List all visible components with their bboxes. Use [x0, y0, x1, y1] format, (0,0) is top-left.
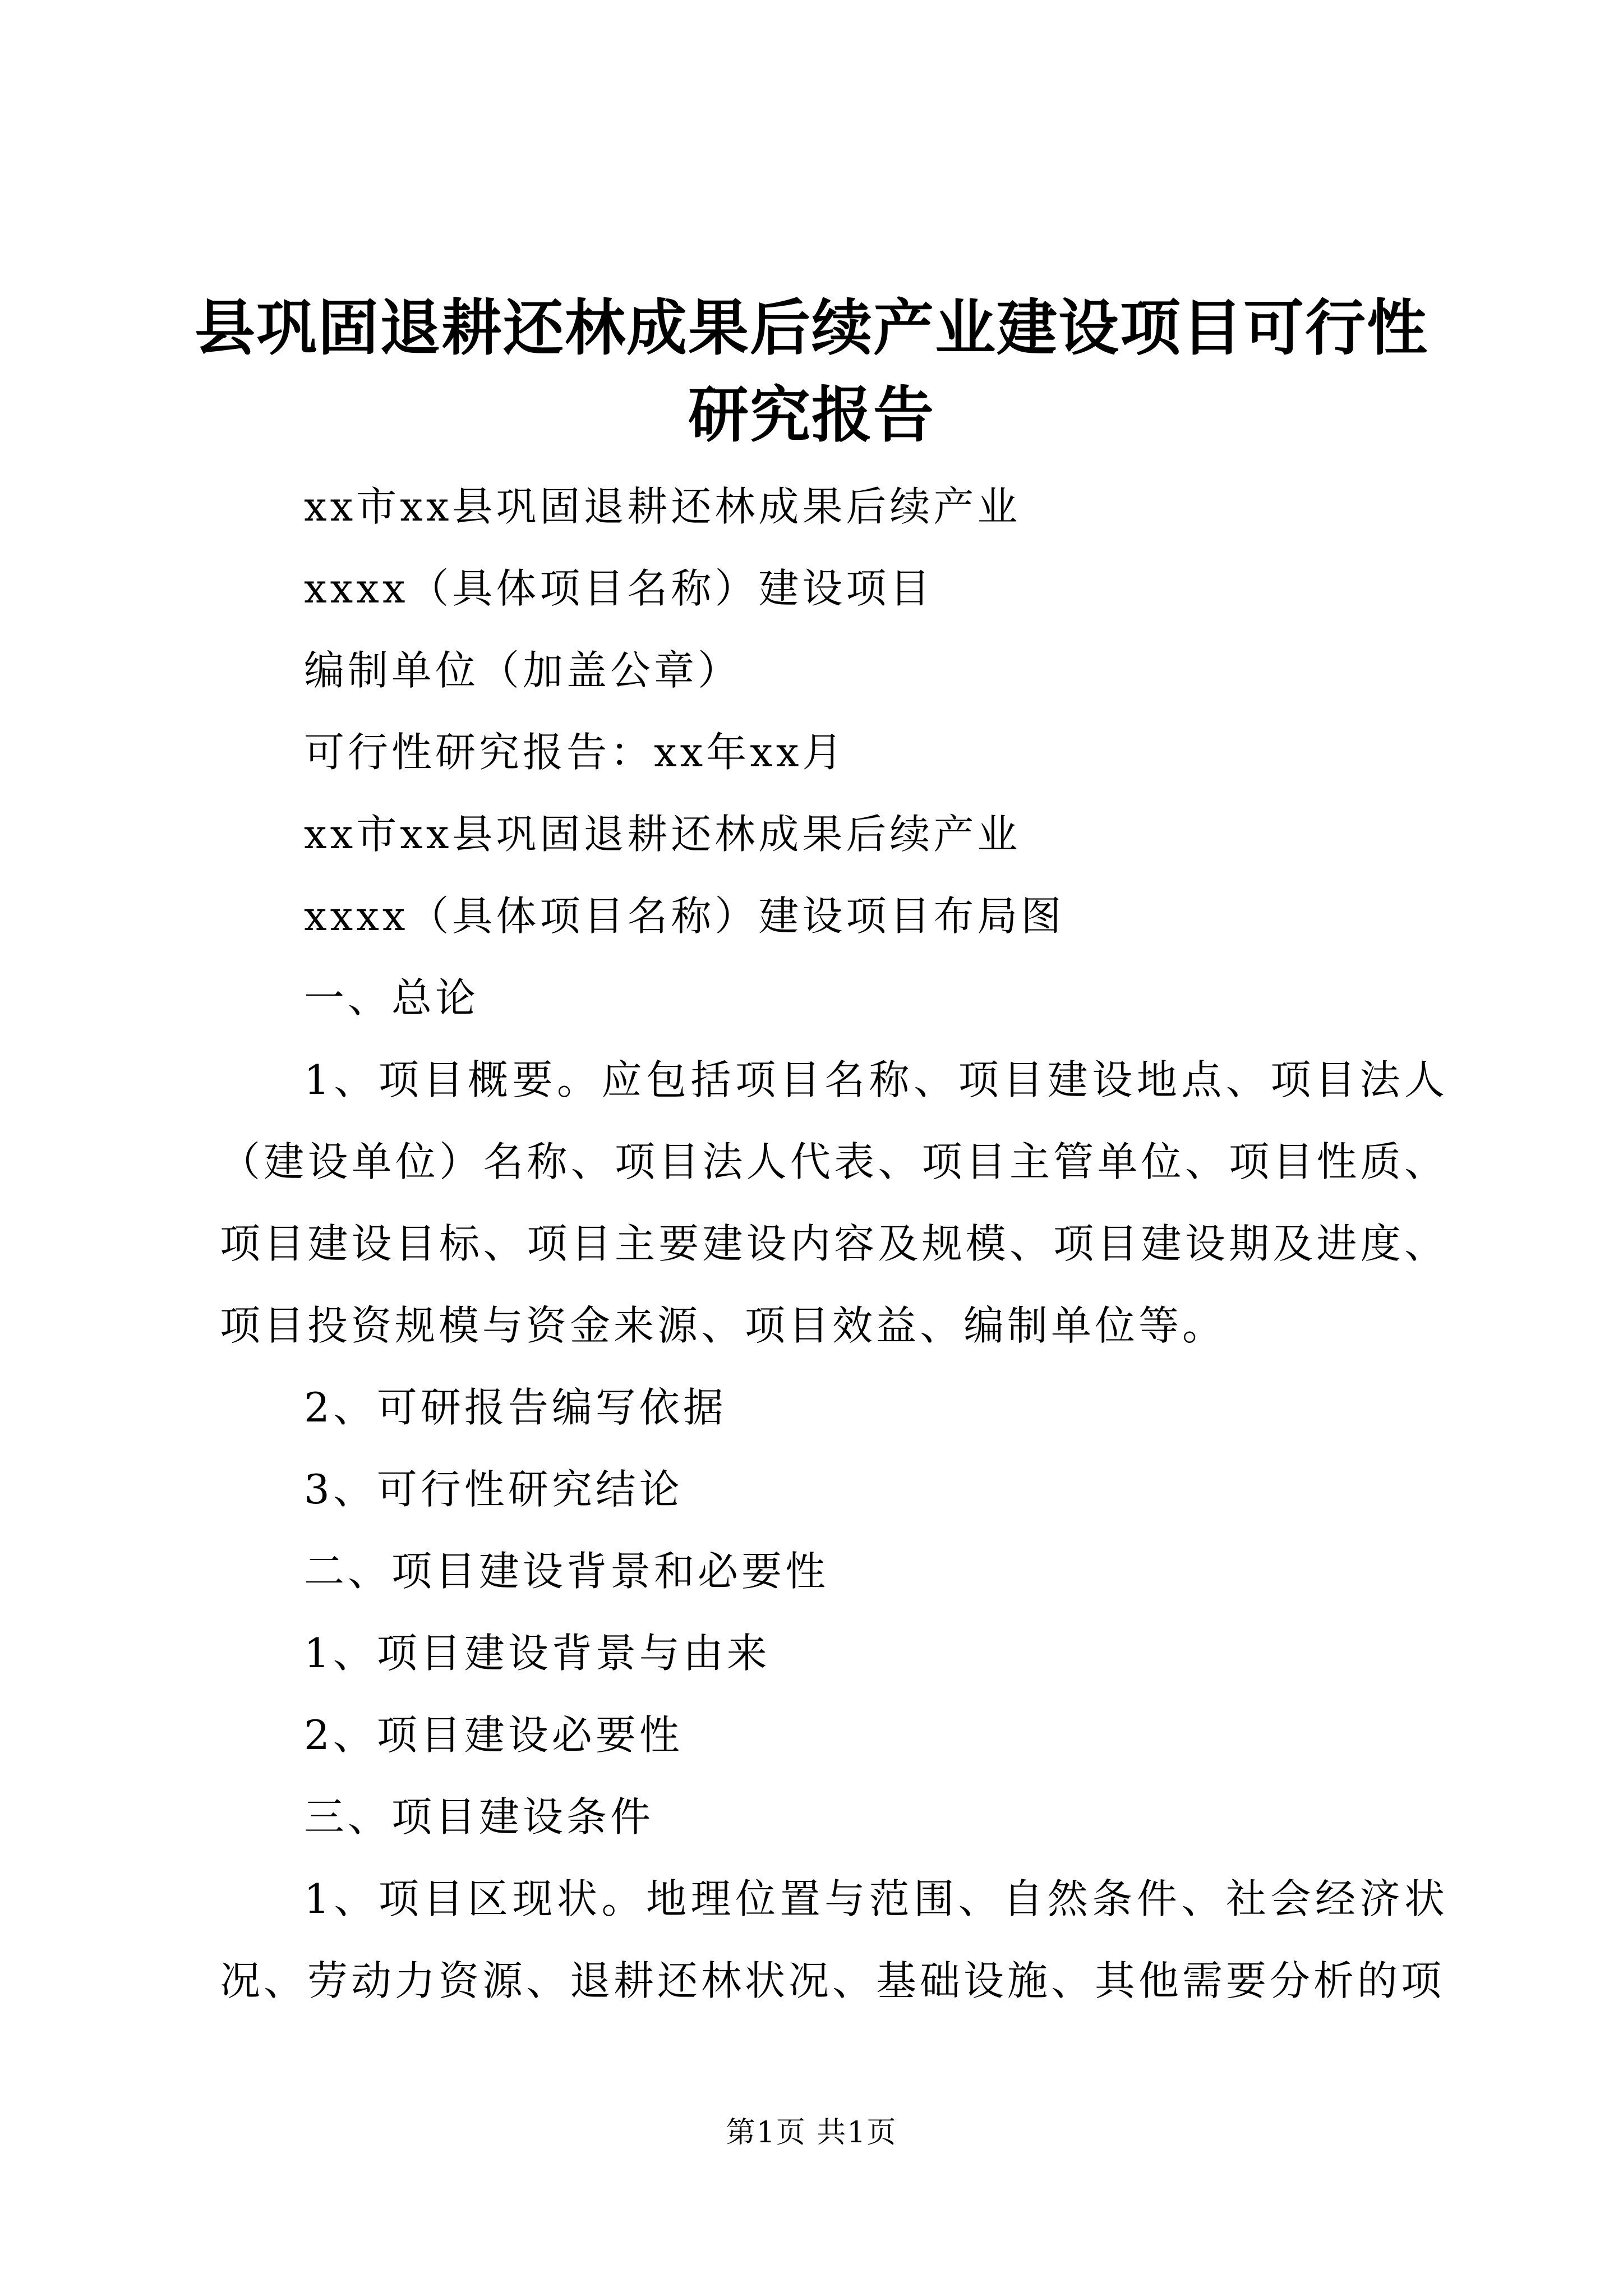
document-body: [220, 466, 1448, 2022]
paragraph-basis: 2、可研报告编写依据: [304, 1384, 727, 1431]
paragraph-necessity: 2、项目建设必要性: [304, 1711, 683, 1759]
paragraph-1: xx市xx县巩固退耕还林成果后续产业: [304, 483, 1021, 530]
paragraph-3: 编制单位（加盖公章）: [304, 647, 742, 694]
paragraph-conclusion: 3、可行性研究结论: [304, 1466, 683, 1513]
paragraph-5: xx市xx县巩固退耕还林成果后续产业: [304, 811, 1021, 858]
paragraph-current-status: 1、项目区现状。地理位置与范围、自然条件、社会经济状况、劳动力资源、退耕还林状况、基础设施、其他需要分析的项: [220, 1875, 1448, 2004]
paragraph-background: 1、项目建设背景与由来: [304, 1630, 771, 1677]
section-heading-1: 一、总论: [304, 974, 479, 1022]
document-title-line-2: 研究报告: [688, 380, 935, 450]
paragraph-project-overview: 1、项目概要。应包括项目名称、项目建设地点、项目法人（建设单位）名称、项目法人代表、项目主管单位、项目性质、项目建设目标、项目主要建设内容及规模、项目建设期及进度、项目投资规模与资金来源、项目效益、编制单位等。: [220, 1056, 1448, 1349]
paragraph-2: xxxx（具体项目名称）建设项目: [304, 565, 934, 612]
section-heading-2: 二、项目建设背景和必要性: [304, 1548, 829, 1595]
paragraph-6: xxxx（具体项目名称）建设项目布局图: [304, 892, 1065, 940]
paragraph-4: 可行性研究报告：xx年xx月: [304, 729, 846, 776]
page-footer: 第1页 共1页: [726, 2116, 897, 2150]
section-heading-3: 三、项目建设条件: [304, 1793, 654, 1841]
document-title-line-1: 县巩固退耕还林成果后续产业建设项目可行性: [194, 293, 1428, 364]
